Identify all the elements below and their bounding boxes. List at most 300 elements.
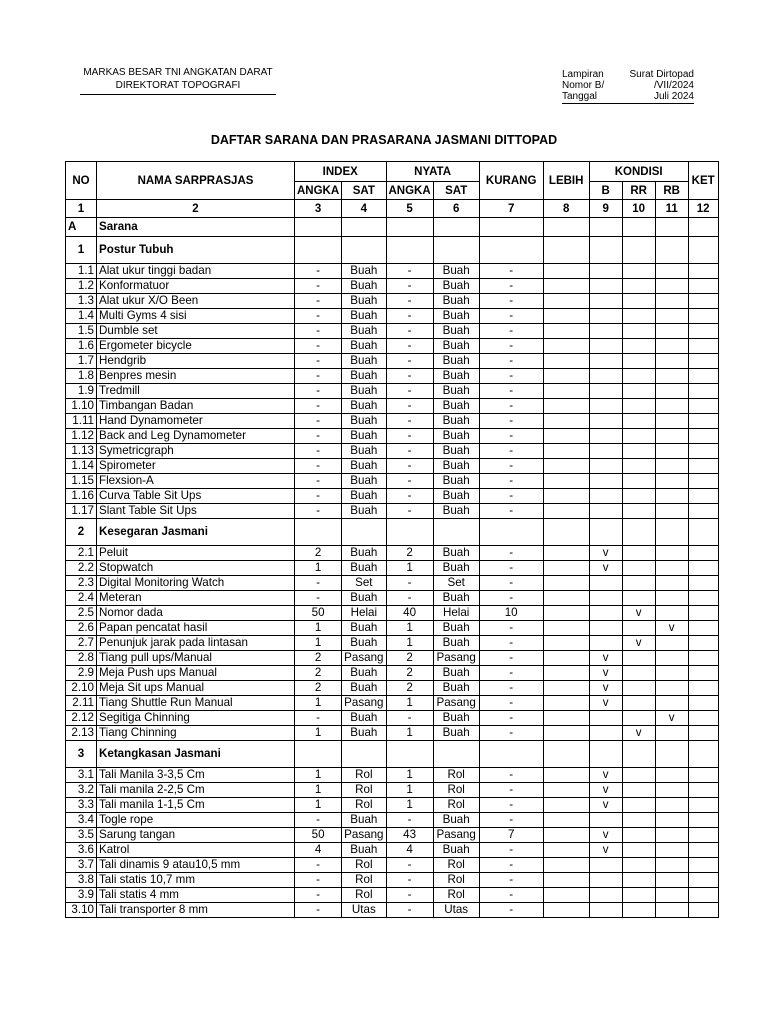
- item-number: 2.10: [66, 681, 97, 696]
- item-name: Alat ukur X/O Been: [97, 294, 295, 309]
- item-name: Meja Sit ups Manual: [97, 681, 295, 696]
- item-name: Hand Dynamometer: [97, 414, 295, 429]
- kurang: -: [479, 264, 543, 279]
- kondisi-rb: [655, 309, 688, 324]
- table-row: [66, 444, 719, 459]
- lebih: [543, 696, 589, 711]
- lebih: [543, 561, 589, 576]
- kondisi-b: [589, 888, 622, 903]
- index-sat: Buah: [342, 384, 386, 399]
- ket: [688, 459, 718, 474]
- nyata-sat: Buah: [433, 474, 479, 489]
- group-empty-cell: [295, 519, 342, 546]
- ket: [688, 783, 718, 798]
- nyata-angka: -: [386, 264, 433, 279]
- table-row: [66, 813, 719, 828]
- index-angka: -: [295, 888, 342, 903]
- index-sat: Buah: [342, 504, 386, 519]
- index-angka: -: [295, 294, 342, 309]
- nyata-angka: -: [386, 888, 433, 903]
- index-sat: Buah: [342, 294, 386, 309]
- index-angka: -: [295, 264, 342, 279]
- table-row: [66, 783, 719, 798]
- group-empty-cell: [433, 237, 479, 264]
- kondisi-rr: [622, 813, 655, 828]
- kondisi-rb: [655, 384, 688, 399]
- section-row: [66, 218, 719, 237]
- table-row: [66, 339, 719, 354]
- group-empty-cell: [688, 519, 718, 546]
- index-sat: Rol: [342, 888, 386, 903]
- kondisi-b: [589, 576, 622, 591]
- index-sat: Buah: [342, 489, 386, 504]
- group-name: Postur Tubuh: [97, 237, 295, 264]
- kondisi-b: [589, 621, 622, 636]
- kondisi-rr: [622, 591, 655, 606]
- ket: [688, 873, 718, 888]
- table-row: [66, 768, 719, 783]
- table-row: [66, 399, 719, 414]
- item-name: Back and Leg Dynamometer: [97, 429, 295, 444]
- index-angka: -: [295, 279, 342, 294]
- item-name: Spirometer: [97, 459, 295, 474]
- lebih: [543, 813, 589, 828]
- item-name: Tali transporter 8 mm: [97, 903, 295, 918]
- group-empty-cell: [342, 519, 386, 546]
- group-empty-cell: [543, 741, 589, 768]
- ket: [688, 561, 718, 576]
- kondisi-b: [589, 399, 622, 414]
- table-row: [66, 384, 719, 399]
- nyata-sat: Helai: [433, 606, 479, 621]
- item-name: Benpres mesin: [97, 369, 295, 384]
- index-sat: Buah: [342, 681, 386, 696]
- table-row: [66, 798, 719, 813]
- nyata-sat: Buah: [433, 429, 479, 444]
- nyata-angka: -: [386, 489, 433, 504]
- nyata-sat: Buah: [433, 711, 479, 726]
- ket: [688, 696, 718, 711]
- lebih: [543, 384, 589, 399]
- table-row: [66, 489, 719, 504]
- index-angka: -: [295, 384, 342, 399]
- kurang: -: [479, 576, 543, 591]
- index-sat: Buah: [342, 429, 386, 444]
- item-number: 3.10: [66, 903, 97, 918]
- nyata-sat: Buah: [433, 264, 479, 279]
- kondisi-rb: [655, 726, 688, 741]
- item-number: 2.11: [66, 696, 97, 711]
- kondisi-rr: [622, 576, 655, 591]
- table-row: [66, 414, 719, 429]
- ket: [688, 339, 718, 354]
- ket: [688, 903, 718, 918]
- col-kondisi: KONDISI: [589, 162, 688, 182]
- item-name: Papan pencatat hasil: [97, 621, 295, 636]
- kondisi-rr: [622, 309, 655, 324]
- kondisi-rr: [622, 474, 655, 489]
- kondisi-rb: [655, 828, 688, 843]
- kondisi-b: [589, 384, 622, 399]
- kondisi-rr: [622, 414, 655, 429]
- index-angka: -: [295, 354, 342, 369]
- item-number: 1.17: [66, 504, 97, 519]
- nyata-sat: Buah: [433, 294, 479, 309]
- kurang: -: [479, 339, 543, 354]
- ket: [688, 504, 718, 519]
- kondisi-rr: [622, 339, 655, 354]
- column-number: 8: [543, 200, 589, 218]
- kondisi-rb: [655, 399, 688, 414]
- kondisi-rb: [655, 813, 688, 828]
- kurang: -: [479, 651, 543, 666]
- index-sat: Buah: [342, 459, 386, 474]
- group-empty-cell: [589, 237, 622, 264]
- ket: [688, 636, 718, 651]
- nyata-sat: Buah: [433, 414, 479, 429]
- lebih: [543, 768, 589, 783]
- index-sat: Buah: [342, 474, 386, 489]
- index-angka: -: [295, 858, 342, 873]
- nyata-sat: Rol: [433, 888, 479, 903]
- nyata-sat: Rol: [433, 798, 479, 813]
- item-number: 1.10: [66, 399, 97, 414]
- index-sat: Buah: [342, 636, 386, 651]
- item-name: Penunjuk jarak pada lintasan: [97, 636, 295, 651]
- kondisi-rb: [655, 858, 688, 873]
- index-angka: -: [295, 414, 342, 429]
- nomor-row: [562, 80, 694, 91]
- kondisi-rr: [622, 828, 655, 843]
- kondisi-b: [589, 858, 622, 873]
- nyata-sat: Buah: [433, 384, 479, 399]
- group-empty-cell: [386, 519, 433, 546]
- table-row: [66, 369, 719, 384]
- index-angka: 50: [295, 828, 342, 843]
- table-row: [66, 696, 719, 711]
- kondisi-b: [589, 309, 622, 324]
- nyata-sat: Set: [433, 576, 479, 591]
- index-angka: -: [295, 429, 342, 444]
- kondisi-rb: [655, 651, 688, 666]
- column-number: 3: [295, 200, 342, 218]
- nomor-label: Nomor B/: [562, 80, 605, 91]
- item-number: 1.14: [66, 459, 97, 474]
- tanggal-value: Juli 2024: [653, 91, 694, 102]
- index-angka: 2: [295, 546, 342, 561]
- kondisi-rb: [655, 591, 688, 606]
- ket: [688, 264, 718, 279]
- table-row: [66, 324, 719, 339]
- kurang: -: [479, 711, 543, 726]
- kondisi-b: [589, 264, 622, 279]
- item-number: 1.6: [66, 339, 97, 354]
- kondisi-rr: v: [622, 636, 655, 651]
- lebih: [543, 294, 589, 309]
- lebih: [543, 888, 589, 903]
- nyata-sat: Rol: [433, 768, 479, 783]
- col-index-angka: ANGKA: [295, 182, 342, 200]
- nyata-angka: -: [386, 444, 433, 459]
- table-row: [66, 636, 719, 651]
- item-number: 2.12: [66, 711, 97, 726]
- nyata-sat: Buah: [433, 681, 479, 696]
- table-row: [66, 576, 719, 591]
- kondisi-b: v: [589, 696, 622, 711]
- ket: [688, 324, 718, 339]
- group-empty-cell: [433, 741, 479, 768]
- kondisi-b: [589, 873, 622, 888]
- kondisi-b: [589, 726, 622, 741]
- lampiran-label: Lampiran: [562, 69, 604, 80]
- index-angka: -: [295, 324, 342, 339]
- nyata-sat: Buah: [433, 666, 479, 681]
- index-angka: 1: [295, 621, 342, 636]
- ket: [688, 474, 718, 489]
- ket: [688, 681, 718, 696]
- nyata-angka: 1: [386, 726, 433, 741]
- nyata-sat: Buah: [433, 369, 479, 384]
- index-angka: -: [295, 576, 342, 591]
- nyata-sat: Buah: [433, 309, 479, 324]
- nyata-sat: Buah: [433, 354, 479, 369]
- kondisi-b: [589, 324, 622, 339]
- group-number: 1: [66, 237, 97, 264]
- lebih: [543, 324, 589, 339]
- kurang: -: [479, 696, 543, 711]
- kondisi-rb: [655, 546, 688, 561]
- kondisi-rb: [655, 606, 688, 621]
- group-empty-cell: [688, 741, 718, 768]
- nyata-sat: Buah: [433, 489, 479, 504]
- table-row: [66, 726, 719, 741]
- col-nyata: NYATA: [386, 162, 479, 182]
- lebih: [543, 339, 589, 354]
- item-number: 3.7: [66, 858, 97, 873]
- lebih: [543, 354, 589, 369]
- group-empty-cell: [589, 741, 622, 768]
- nyata-angka: -: [386, 414, 433, 429]
- nyata-angka: -: [386, 873, 433, 888]
- item-number: 2.3: [66, 576, 97, 591]
- kurang: -: [479, 591, 543, 606]
- attachment-underline: [562, 103, 694, 104]
- index-angka: -: [295, 309, 342, 324]
- item-name: Sarung tangan: [97, 828, 295, 843]
- index-sat: Pasang: [342, 696, 386, 711]
- nyata-sat: Rol: [433, 858, 479, 873]
- nyata-angka: -: [386, 279, 433, 294]
- kondisi-rr: [622, 888, 655, 903]
- nyata-angka: -: [386, 324, 433, 339]
- table-row: [66, 873, 719, 888]
- kondisi-rr: [622, 903, 655, 918]
- index-angka: -: [295, 489, 342, 504]
- document-title: DAFTAR SARANA DAN PRASARANA JASMANI DITTOPAD: [210, 133, 558, 147]
- index-angka: -: [295, 459, 342, 474]
- index-sat: Rol: [342, 768, 386, 783]
- index-sat: Buah: [342, 369, 386, 384]
- item-name: Tali Manila 3-3,5 Cm: [97, 768, 295, 783]
- index-sat: Buah: [342, 264, 386, 279]
- index-angka: -: [295, 504, 342, 519]
- section-empty-cell: [342, 218, 386, 237]
- nyata-sat: Buah: [433, 459, 479, 474]
- lebih: [543, 843, 589, 858]
- section-empty-cell: [589, 218, 622, 237]
- item-number: 1.9: [66, 384, 97, 399]
- nyata-sat: Rol: [433, 783, 479, 798]
- item-number: 1.13: [66, 444, 97, 459]
- nyata-angka: -: [386, 339, 433, 354]
- nyata-angka: 4: [386, 843, 433, 858]
- index-angka: 1: [295, 726, 342, 741]
- index-angka: -: [295, 339, 342, 354]
- kondisi-rr: [622, 444, 655, 459]
- kondisi-b: [589, 459, 622, 474]
- group-empty-cell: [655, 237, 688, 264]
- nyata-angka: -: [386, 474, 433, 489]
- nomor-value: /VII/2024: [653, 80, 694, 91]
- kondisi-b: [589, 369, 622, 384]
- item-number: 1.3: [66, 294, 97, 309]
- nyata-angka: -: [386, 903, 433, 918]
- nyata-sat: Pasang: [433, 828, 479, 843]
- kondisi-rr: [622, 711, 655, 726]
- item-number: 2.5: [66, 606, 97, 621]
- kurang: -: [479, 294, 543, 309]
- kurang: -: [479, 768, 543, 783]
- nyata-sat: Rol: [433, 873, 479, 888]
- kondisi-b: [589, 444, 622, 459]
- table-row: [66, 903, 719, 918]
- item-number: 2.1: [66, 546, 97, 561]
- column-number: 7: [479, 200, 543, 218]
- group-empty-cell: [622, 237, 655, 264]
- lebih: [543, 264, 589, 279]
- item-name: Segitiga Chinning: [97, 711, 295, 726]
- kondisi-b: v: [589, 666, 622, 681]
- index-angka: 1: [295, 696, 342, 711]
- col-nyata-sat: SAT: [433, 182, 479, 200]
- group-empty-cell: [386, 741, 433, 768]
- kondisi-b: [589, 591, 622, 606]
- table-row: [66, 309, 719, 324]
- kurang: -: [479, 636, 543, 651]
- ket: [688, 768, 718, 783]
- kurang: -: [479, 279, 543, 294]
- kondisi-b: [589, 606, 622, 621]
- item-number: 3.2: [66, 783, 97, 798]
- item-number: 3.6: [66, 843, 97, 858]
- group-row: [66, 519, 719, 546]
- nyata-sat: Buah: [433, 621, 479, 636]
- group-empty-cell: [479, 741, 543, 768]
- group-empty-cell: [543, 519, 589, 546]
- index-sat: Buah: [342, 339, 386, 354]
- lampiran-row: [562, 69, 694, 80]
- item-number: 3.3: [66, 798, 97, 813]
- org-directorate: DIREKTORAT TOPOGRAFI: [115, 80, 241, 91]
- kondisi-rb: [655, 843, 688, 858]
- kurang: -: [479, 444, 543, 459]
- nyata-angka: -: [386, 711, 433, 726]
- index-angka: 2: [295, 666, 342, 681]
- nyata-angka: -: [386, 459, 433, 474]
- kondisi-rr: v: [622, 726, 655, 741]
- kurang: -: [479, 813, 543, 828]
- kondisi-b: v: [589, 546, 622, 561]
- index-angka: -: [295, 474, 342, 489]
- index-sat: Buah: [342, 444, 386, 459]
- ket: [688, 294, 718, 309]
- lebih: [543, 576, 589, 591]
- index-sat: Pasang: [342, 828, 386, 843]
- item-number: 1.11: [66, 414, 97, 429]
- org-name: MARKAS BESAR TNI ANGKATAN DARAT: [83, 67, 273, 78]
- kurang: -: [479, 561, 543, 576]
- kondisi-rr: [622, 384, 655, 399]
- kurang: -: [479, 489, 543, 504]
- index-angka: 2: [295, 651, 342, 666]
- table-row: [66, 621, 719, 636]
- kurang: -: [479, 798, 543, 813]
- section-empty-cell: [688, 218, 718, 237]
- nyata-angka: 1: [386, 768, 433, 783]
- col-no: NO: [66, 162, 97, 200]
- item-name: Tiang pull ups/Manual: [97, 651, 295, 666]
- kondisi-rb: [655, 768, 688, 783]
- index-angka: -: [295, 711, 342, 726]
- item-number: 3.4: [66, 813, 97, 828]
- org-underline: [80, 94, 276, 95]
- lebih: [543, 309, 589, 324]
- kondisi-b: [589, 414, 622, 429]
- lebih: [543, 459, 589, 474]
- ket: [688, 828, 718, 843]
- nyata-angka: -: [386, 576, 433, 591]
- kondisi-b: [589, 279, 622, 294]
- nyata-sat: Buah: [433, 636, 479, 651]
- kondisi-rr: [622, 783, 655, 798]
- kondisi-rb: [655, 294, 688, 309]
- kurang: -: [479, 873, 543, 888]
- section-empty-cell: [622, 218, 655, 237]
- ket: [688, 369, 718, 384]
- group-empty-cell: [655, 741, 688, 768]
- kondisi-rr: [622, 621, 655, 636]
- col-nyata-angka: ANGKA: [386, 182, 433, 200]
- kondisi-rr: [622, 324, 655, 339]
- lebih: [543, 606, 589, 621]
- kondisi-rr: [622, 858, 655, 873]
- column-number: 10: [622, 200, 655, 218]
- kondisi-rb: [655, 681, 688, 696]
- item-number: 2.6: [66, 621, 97, 636]
- kondisi-rb: [655, 666, 688, 681]
- nyata-angka: 2: [386, 651, 433, 666]
- lebih: [543, 636, 589, 651]
- index-sat: Buah: [342, 591, 386, 606]
- ket: [688, 444, 718, 459]
- kondisi-rb: [655, 888, 688, 903]
- index-angka: -: [295, 813, 342, 828]
- ket: [688, 711, 718, 726]
- ket: [688, 813, 718, 828]
- ket: [688, 621, 718, 636]
- kurang: -: [479, 324, 543, 339]
- index-sat: Buah: [342, 843, 386, 858]
